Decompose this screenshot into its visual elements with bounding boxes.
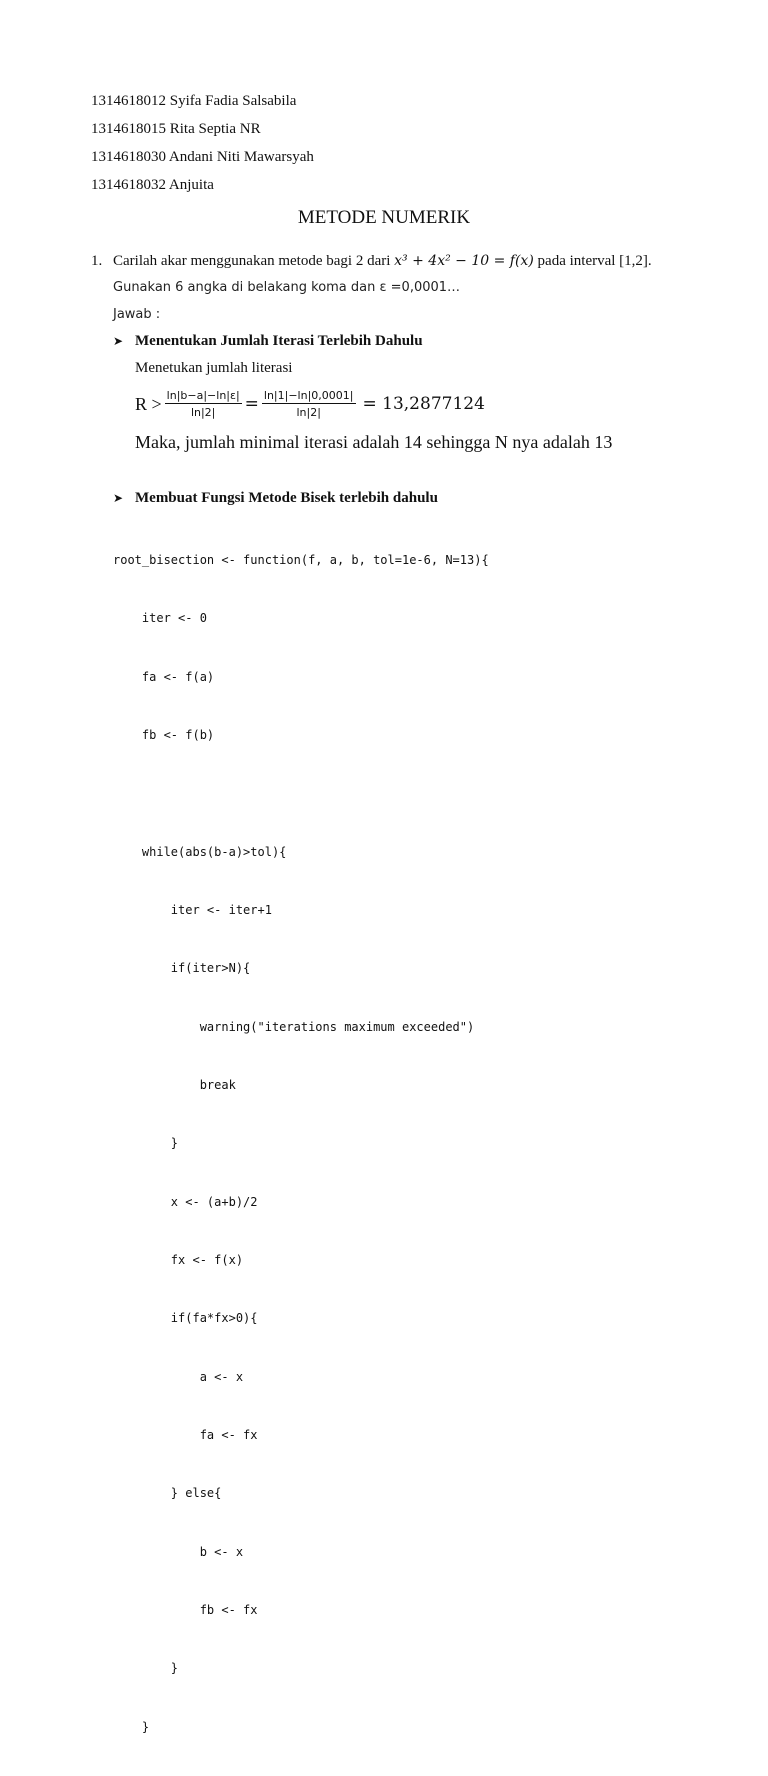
code-line: } else{	[113, 1486, 222, 1501]
code-line: fb <- fx	[113, 1603, 258, 1618]
code-line: root_bisection <- function(f, a, b, tol=1e-6, N=13){	[113, 552, 489, 567]
code-line: }	[113, 1719, 150, 1734]
iteration-conclusion: Maka, jumlah minimal iterasi adalah 14 sehingga N nya adalah 13	[135, 432, 613, 452]
code-line: b <- x	[113, 1544, 244, 1559]
code-line: iter <- 0	[113, 611, 207, 626]
code-line: iter <- iter+1	[113, 902, 272, 917]
code-line: fa <- f(a)	[113, 669, 215, 684]
author-line: 1314618030 Andani Niti Mawarsyah	[91, 149, 314, 165]
question-instruction: Gunakan 6 angka di belakang koma dan ε =0,0001…	[113, 280, 461, 295]
question-text-after: pada interval [1,2].	[537, 253, 652, 269]
code-line: a <- x	[113, 1369, 244, 1384]
formula-fraction-2-denominator: ln|2|	[296, 406, 321, 419]
code-line: }	[113, 1136, 179, 1151]
code-line	[113, 784, 489, 803]
question-equation: x³ + 4x² − 10 = f(x)	[394, 253, 534, 269]
answer-label: Jawab :	[113, 307, 161, 322]
author-line: 1314618012 Syifa Fadia Salsabila	[91, 93, 297, 109]
formula-equals: =	[244, 394, 259, 414]
iteration-formula	[135, 384, 485, 424]
author-line: 1314618032 Anjuita	[91, 177, 214, 193]
arrow-bullet-icon: ➤	[113, 491, 124, 505]
code-line: fa <- fx	[113, 1428, 258, 1443]
section-heading: Membuat Fungsi Metode Bisek terlebih dahulu	[135, 490, 438, 506]
code-line: if(fa*fx>0){	[113, 1311, 258, 1326]
code-line: warning("iterations maximum exceeded")	[113, 1019, 475, 1034]
code-line: fb <- f(b)	[113, 727, 215, 742]
code-line: while(abs(b-a)>tol){	[113, 844, 287, 859]
formula-fraction-2-numerator: ln|1|−ln|0,0001|	[263, 389, 354, 402]
section-heading: Menentukan Jumlah Iterasi Terlebih Dahulu	[135, 333, 423, 349]
question-text	[113, 253, 652, 270]
code-line: break	[113, 1078, 236, 1092]
code-line: }	[113, 1661, 179, 1676]
formula-fraction-1	[165, 389, 242, 419]
arrow-bullet-icon: ➤	[113, 334, 124, 348]
code-line: x <- (a+b)/2	[113, 1194, 258, 1209]
formula-fraction-2	[262, 389, 356, 419]
page-title: METODE NUMERIK	[297, 207, 471, 228]
code-line: fx <- f(x)	[113, 1253, 244, 1268]
question-text-before: Carilah akar menggunakan metode bagi 2 dari	[113, 253, 391, 269]
formula-lhs: R >	[135, 393, 162, 414]
formula-fraction-1-numerator: ln|b−a|−ln|ε|	[166, 389, 240, 402]
code-line: if(iter>N){	[113, 961, 251, 976]
code-block	[113, 512, 489, 1776]
formula-result: = 13,2877124	[362, 394, 485, 414]
formula-fraction-1-denominator: ln|2|	[190, 406, 216, 419]
question-number: 1.	[91, 253, 103, 269]
author-line: 1314618015 Rita Septia NR	[91, 121, 261, 137]
section-subtext: Menetukan jumlah literasi	[135, 360, 293, 376]
